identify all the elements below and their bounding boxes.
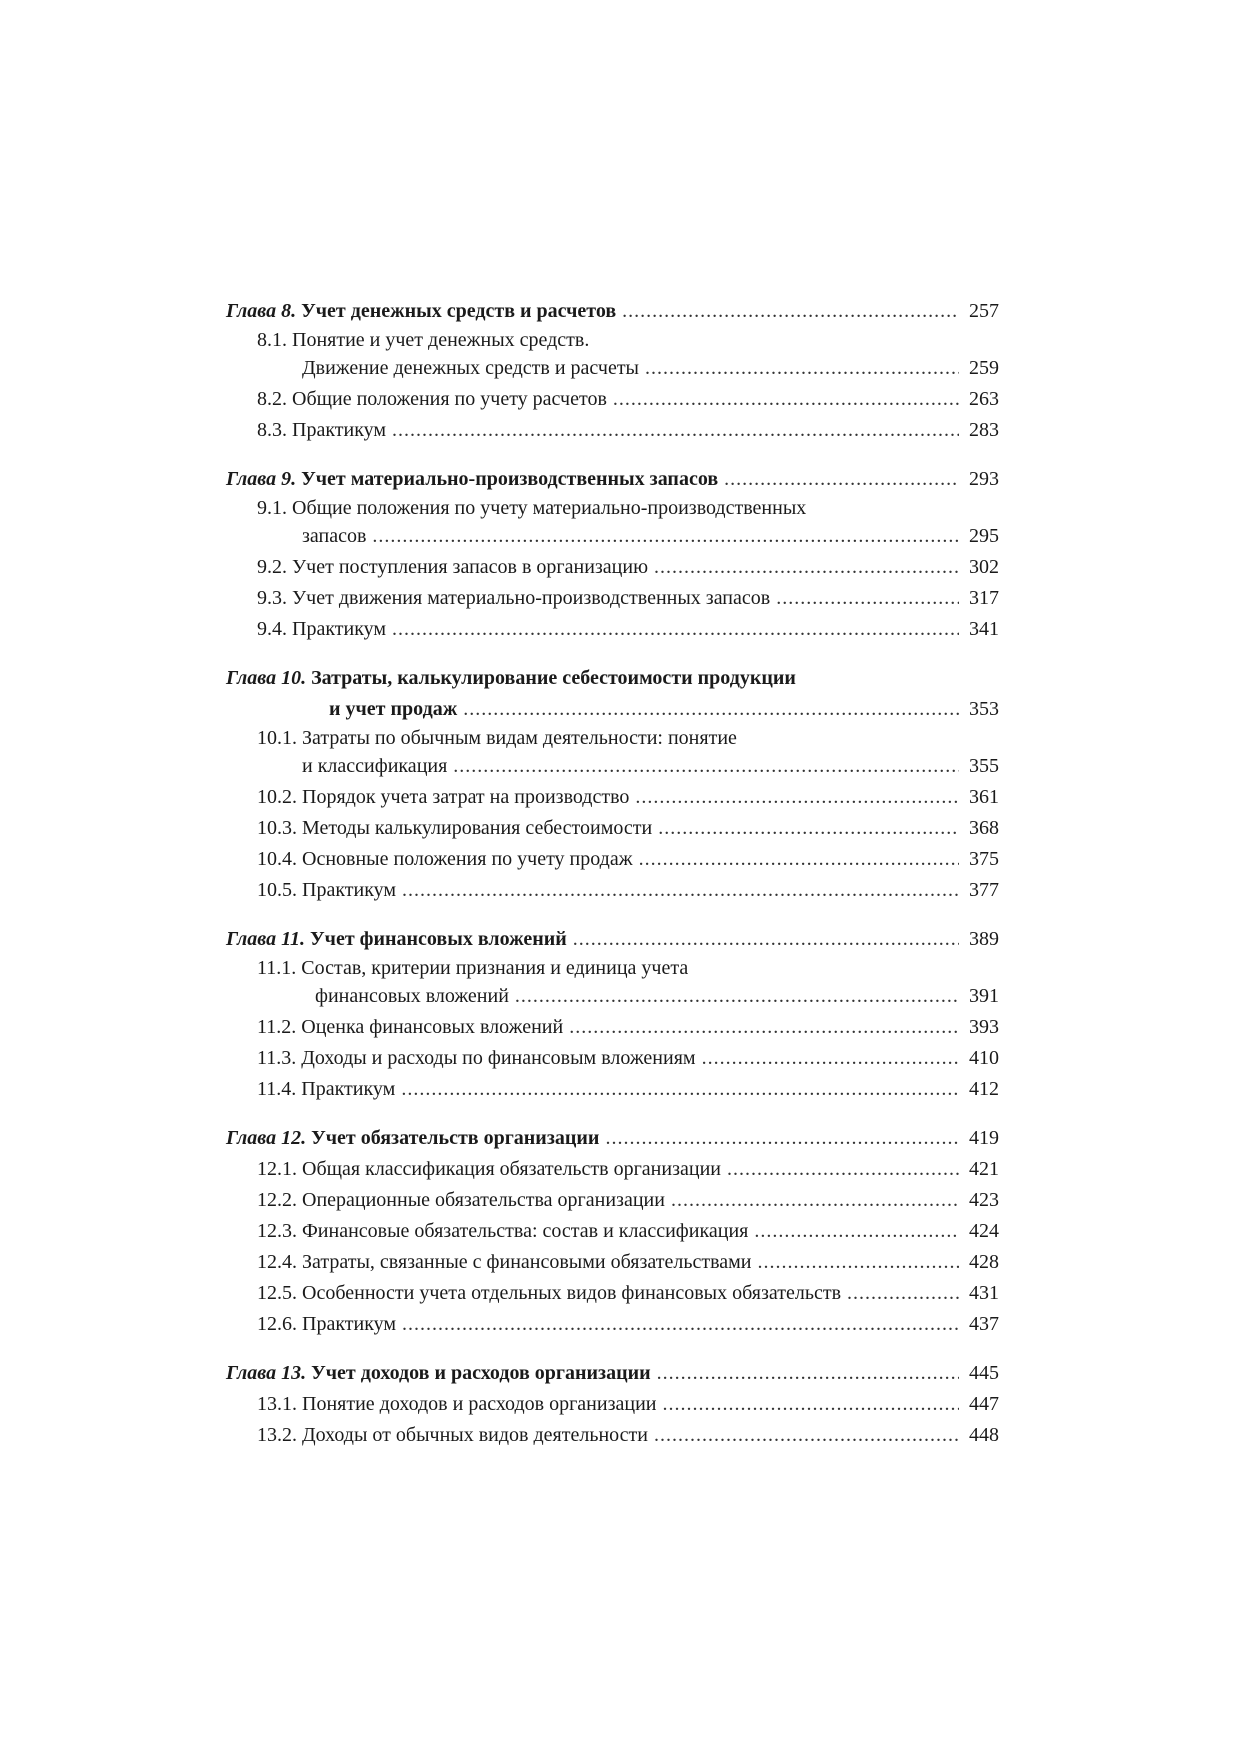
page-number: 259 bbox=[969, 357, 999, 379]
section-8-1 bbox=[226, 327, 999, 384]
section-11-2 bbox=[226, 1012, 999, 1043]
section-title: Понятие и учет денежных средств. bbox=[292, 329, 590, 351]
section-title: Понятие доходов и расходов организации bbox=[302, 1393, 657, 1415]
section-number: 10.3. bbox=[257, 817, 297, 839]
page-number: 257 bbox=[969, 300, 999, 322]
section-title: Учет движения материально-производственных запасов bbox=[292, 587, 771, 609]
page-number: 293 bbox=[969, 468, 999, 490]
section-12-4 bbox=[226, 1247, 999, 1278]
section-number: 8.3. bbox=[257, 419, 287, 441]
section-number: 12.2. bbox=[257, 1189, 297, 1211]
section-title: Операционные обязательства организации bbox=[302, 1189, 665, 1211]
dot-leader bbox=[401, 1074, 959, 1105]
dot-leader bbox=[847, 1278, 959, 1309]
section-number: 10.4. bbox=[257, 848, 297, 870]
dot-leader bbox=[402, 1309, 959, 1340]
chapter-number: Глава 10. bbox=[226, 667, 307, 689]
dot-leader bbox=[569, 1012, 959, 1043]
page-number: 283 bbox=[969, 419, 999, 441]
dot-leader bbox=[622, 296, 959, 327]
dot-leader bbox=[613, 384, 959, 415]
section-number: 8.2. bbox=[257, 388, 287, 410]
chapter-title: Затраты, калькулирование себестоимости продукции bbox=[311, 667, 796, 689]
chapter-11 bbox=[226, 924, 999, 1105]
page-number: 410 bbox=[969, 1047, 999, 1069]
page-number: 355 bbox=[969, 755, 999, 777]
section-title: Затраты, связанные с финансовыми обязательствами bbox=[302, 1251, 752, 1273]
chapter-number: Глава 13. bbox=[226, 1362, 307, 1384]
section-number: 9.2. bbox=[257, 556, 287, 578]
section-12-2 bbox=[226, 1185, 999, 1216]
section-title-continued: и классификация bbox=[302, 755, 448, 777]
section-title: Доходы от обычных видов деятельности bbox=[302, 1424, 648, 1446]
chapter-heading bbox=[226, 1358, 999, 1389]
dot-leader bbox=[724, 464, 959, 495]
page-number: 295 bbox=[969, 525, 999, 547]
dot-leader bbox=[639, 844, 959, 875]
dot-leader bbox=[662, 1389, 959, 1420]
dot-leader bbox=[671, 1185, 959, 1216]
section-title: Практикум bbox=[292, 618, 387, 640]
section-number: 13.2. bbox=[257, 1424, 297, 1446]
page-number: 389 bbox=[969, 928, 999, 950]
page-number: 353 bbox=[969, 698, 999, 720]
section-10-2 bbox=[226, 782, 999, 813]
section-title: Затраты по обычным видам деятельности: понятие bbox=[302, 727, 737, 749]
chapter-heading bbox=[226, 296, 999, 327]
page-number: 361 bbox=[969, 786, 999, 808]
section-title: Доходы и расходы по финансовым вложениям bbox=[301, 1047, 696, 1069]
section-title: Финансовые обязательства: состав и классификация bbox=[302, 1220, 749, 1242]
section-10-1 bbox=[226, 725, 999, 782]
page-number: 375 bbox=[969, 848, 999, 870]
dot-leader bbox=[727, 1154, 959, 1185]
section-title: Основные положения по учету продаж bbox=[302, 848, 633, 870]
section-title: Общая классификация обязательств организации bbox=[302, 1158, 721, 1180]
dot-leader bbox=[453, 751, 959, 782]
section-number: 13.1. bbox=[257, 1393, 297, 1415]
section-number: 10.2. bbox=[257, 786, 297, 808]
section-12-6 bbox=[226, 1309, 999, 1340]
section-number: 12.5. bbox=[257, 1282, 297, 1304]
chapter-heading-continued bbox=[226, 694, 999, 725]
section-number: 9.4. bbox=[257, 618, 287, 640]
dot-leader bbox=[605, 1123, 959, 1154]
section-9-1 bbox=[226, 495, 999, 552]
chapter-heading bbox=[226, 1123, 999, 1154]
section-title: Оценка финансовых вложений bbox=[301, 1016, 564, 1038]
page-number: 263 bbox=[969, 388, 999, 410]
dot-leader bbox=[515, 981, 959, 1012]
chapter-12 bbox=[226, 1123, 999, 1340]
page-number: 424 bbox=[969, 1220, 999, 1242]
chapter-title: Учет финансовых вложений bbox=[309, 928, 567, 950]
section-11-1 bbox=[226, 955, 999, 1012]
page-number: 377 bbox=[969, 879, 999, 901]
dot-leader bbox=[702, 1043, 959, 1074]
section-number: 12.1. bbox=[257, 1158, 297, 1180]
page-number: 448 bbox=[969, 1424, 999, 1446]
dot-leader bbox=[654, 552, 959, 583]
chapter-10 bbox=[226, 663, 999, 906]
chapter-heading bbox=[226, 464, 999, 495]
section-number: 10.5. bbox=[257, 879, 297, 901]
page-number: 419 bbox=[969, 1127, 999, 1149]
page-number: 423 bbox=[969, 1189, 999, 1211]
dot-leader bbox=[463, 694, 959, 725]
section-title: Практикум bbox=[302, 879, 397, 901]
page-number: 391 bbox=[969, 985, 999, 1007]
dot-leader bbox=[645, 353, 959, 384]
section-number: 8.1. bbox=[257, 329, 287, 351]
chapter-13 bbox=[226, 1358, 999, 1451]
section-8-3 bbox=[226, 415, 999, 446]
dot-leader bbox=[392, 614, 959, 645]
page-number: 368 bbox=[969, 817, 999, 839]
section-10-5 bbox=[226, 875, 999, 906]
section-11-4 bbox=[226, 1074, 999, 1105]
chapter-8 bbox=[226, 296, 999, 446]
section-8-2 bbox=[226, 384, 999, 415]
section-12-5 bbox=[226, 1278, 999, 1309]
dot-leader bbox=[654, 1420, 959, 1451]
section-13-1 bbox=[226, 1389, 999, 1420]
section-number: 9.3. bbox=[257, 587, 287, 609]
chapter-title: Учет материально-производственных запасов bbox=[301, 468, 719, 490]
dot-leader bbox=[776, 583, 959, 614]
chapter-title-continued: и учет продаж bbox=[329, 698, 458, 720]
section-title: Практикум bbox=[292, 419, 387, 441]
dot-leader bbox=[635, 782, 959, 813]
section-title-continued: финансовых вложений bbox=[315, 985, 509, 1007]
section-12-3 bbox=[226, 1216, 999, 1247]
chapter-title: Учет денежных средств и расчетов bbox=[301, 300, 617, 322]
chapter-title: Учет обязательств организации bbox=[311, 1127, 600, 1149]
dot-leader bbox=[657, 1358, 959, 1389]
section-10-3 bbox=[226, 813, 999, 844]
table-of-contents bbox=[226, 296, 999, 1469]
page-number: 393 bbox=[969, 1016, 999, 1038]
dot-leader bbox=[658, 813, 959, 844]
section-title: Порядок учета затрат на производство bbox=[302, 786, 630, 808]
section-title: Общие положения по учету материально-производственных bbox=[292, 497, 807, 519]
page-number: 317 bbox=[969, 587, 999, 609]
dot-leader bbox=[573, 924, 959, 955]
chapter-number: Глава 9. bbox=[226, 468, 297, 490]
chapter-heading bbox=[226, 924, 999, 955]
page-number: 421 bbox=[969, 1158, 999, 1180]
chapter-9 bbox=[226, 464, 999, 645]
section-number: 12.4. bbox=[257, 1251, 297, 1273]
page-number: 428 bbox=[969, 1251, 999, 1273]
section-number: 12.3. bbox=[257, 1220, 297, 1242]
section-title: Практикум bbox=[302, 1313, 397, 1335]
section-number: 11.1. bbox=[257, 957, 297, 979]
section-number: 11.3. bbox=[257, 1047, 297, 1069]
page-number: 302 bbox=[969, 556, 999, 578]
dot-leader bbox=[754, 1216, 959, 1247]
section-title-continued: запасов bbox=[302, 525, 367, 547]
dot-leader bbox=[402, 875, 959, 906]
section-title: Практикум bbox=[301, 1078, 396, 1100]
section-9-2 bbox=[226, 552, 999, 583]
section-11-3 bbox=[226, 1043, 999, 1074]
chapter-title: Учет доходов и расходов организации bbox=[311, 1362, 651, 1384]
page-number: 447 bbox=[969, 1393, 999, 1415]
section-title: Особенности учета отдельных видов финансовых обязательств bbox=[302, 1282, 842, 1304]
section-title: Состав, критерии признания и единица учета bbox=[301, 957, 689, 979]
section-title: Общие положения по учету расчетов bbox=[292, 388, 607, 410]
section-10-4 bbox=[226, 844, 999, 875]
section-number: 11.4. bbox=[257, 1078, 297, 1100]
section-number: 10.1. bbox=[257, 727, 297, 749]
dot-leader bbox=[372, 521, 959, 552]
section-13-2 bbox=[226, 1420, 999, 1451]
section-number: 11.2. bbox=[257, 1016, 297, 1038]
section-number: 9.1. bbox=[257, 497, 287, 519]
dot-leader bbox=[757, 1247, 959, 1278]
page-number: 431 bbox=[969, 1282, 999, 1304]
section-12-1 bbox=[226, 1154, 999, 1185]
section-title-continued: Движение денежных средств и расчеты bbox=[302, 357, 639, 379]
chapter-number: Глава 11. bbox=[226, 928, 305, 950]
page-number: 437 bbox=[969, 1313, 999, 1335]
page-number: 341 bbox=[969, 618, 999, 640]
dot-leader bbox=[392, 415, 959, 446]
section-title: Методы калькулирования себестоимости bbox=[302, 817, 653, 839]
page-number: 412 bbox=[969, 1078, 999, 1100]
section-number: 12.6. bbox=[257, 1313, 297, 1335]
chapter-heading bbox=[226, 663, 999, 694]
page-number: 445 bbox=[969, 1362, 999, 1384]
section-title: Учет поступления запасов в организацию bbox=[292, 556, 649, 578]
chapter-number: Глава 8. bbox=[226, 300, 297, 322]
section-9-3 bbox=[226, 583, 999, 614]
chapter-number: Глава 12. bbox=[226, 1127, 307, 1149]
section-9-4 bbox=[226, 614, 999, 645]
